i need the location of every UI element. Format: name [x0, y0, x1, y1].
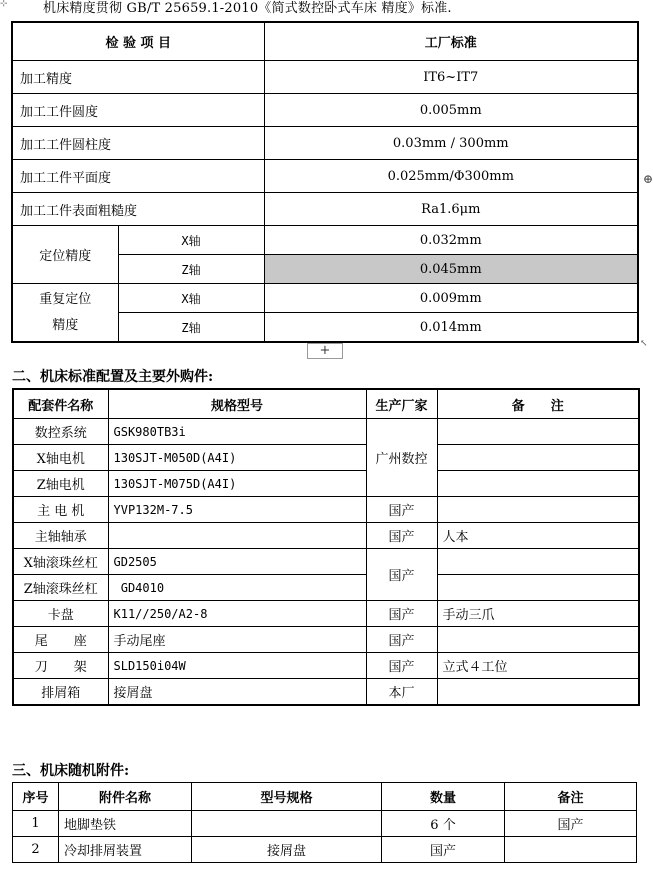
repeat-positioning-label: [12, 284, 118, 343]
standard-cell: IT6~IT7: [264, 61, 638, 94]
header-cell: 生产厂家: [366, 389, 437, 419]
header-cell: 数量: [382, 783, 505, 811]
model-cell: 手动尾座: [108, 627, 366, 653]
table-row: [13, 419, 639, 445]
name-cell: X轴电机: [13, 445, 108, 471]
standard-cell: 0.03mm / 300mm: [264, 127, 638, 160]
table-row: [12, 160, 638, 193]
remark-cell: 人本: [437, 523, 639, 549]
remark-cell: [437, 471, 639, 497]
name-cell: 排屑箱: [13, 679, 108, 706]
selected-cell[interactable]: 0.045mm: [264, 255, 638, 284]
axis-cell: Z轴: [118, 255, 264, 284]
maker-cell: 国产: [366, 523, 437, 549]
label-line: 精度: [52, 317, 79, 333]
table-row: [13, 653, 639, 679]
header-cell: 型号规格: [192, 783, 382, 811]
axis-cell: Z轴: [118, 313, 264, 343]
header-cell: 备 注: [437, 389, 639, 419]
table-row: [13, 811, 637, 837]
maker-cell: 国产: [366, 601, 437, 627]
model-cell: 130SJT-M075D(A4I): [108, 471, 366, 497]
maker-cell: 广州数控: [366, 419, 437, 497]
maker-cell: 本厂: [366, 679, 437, 706]
header-item: 检 验 项 目: [12, 22, 264, 61]
table-row: [13, 601, 639, 627]
header-cell: 备注: [505, 783, 637, 811]
label-line: 重复定位: [39, 291, 92, 307]
item-cell: 加工工件表面粗糙度: [12, 193, 264, 226]
axis-cell: X轴: [118, 284, 264, 313]
resize-arrow-icon[interactable]: ↖: [640, 339, 648, 349]
table-row: [13, 837, 637, 863]
table-row: [13, 523, 639, 549]
no-cell: 1: [13, 811, 59, 837]
remark-cell: [437, 497, 639, 523]
precision-table: [11, 21, 639, 343]
configuration-table: [12, 388, 640, 706]
table-row: [13, 549, 639, 575]
section-title: 三、机床随机附件:: [12, 763, 130, 779]
model-cell: SLD150i04W: [108, 653, 366, 679]
table-header-row: [13, 389, 639, 419]
remark-cell: [437, 679, 639, 706]
maker-cell: 国产: [366, 627, 437, 653]
axis-cell: X轴: [118, 226, 264, 255]
table-row: [13, 445, 639, 471]
name-cell: 尾 座: [13, 627, 108, 653]
table-row: [12, 193, 638, 226]
table-header-row: [13, 783, 637, 811]
model-cell: YVP132M-7.5: [108, 497, 366, 523]
spec-cell: [192, 811, 382, 837]
remark-cell: 立式４工位: [437, 653, 639, 679]
header-standard: 工厂标准: [264, 22, 638, 61]
model-cell: GD2505: [108, 549, 366, 575]
model-cell: 接屑盘: [108, 679, 366, 706]
header-cell: 序号: [13, 783, 59, 811]
table-row: [13, 497, 639, 523]
name-cell: Z轴滚珠丝杠: [13, 575, 108, 601]
standard-cell: 0.025mm/Φ300mm: [264, 160, 638, 193]
standard-cell: 0.014mm: [264, 313, 638, 343]
maker-cell: 国产: [366, 653, 437, 679]
item-cell: 加工工件圆度: [12, 94, 264, 127]
maker-cell: 国产: [366, 497, 437, 523]
table-header-row: [12, 22, 638, 61]
remark-cell: [437, 575, 639, 601]
name-cell: 刀 架: [13, 653, 108, 679]
table-move-handle-icon[interactable]: ⊹: [0, 0, 8, 9]
spec-cell: 接屑盘: [192, 837, 382, 863]
accessories-table: [12, 782, 637, 863]
model-cell: [108, 523, 366, 549]
item-cell: 加工工件平面度: [12, 160, 264, 193]
model-cell: K11//250/A2-8: [108, 601, 366, 627]
standard-cell: 0.005mm: [264, 94, 638, 127]
remark-cell: [437, 419, 639, 445]
no-cell: 2: [13, 837, 59, 863]
remark-cell: [437, 445, 639, 471]
header-cell: 配套件名称: [13, 389, 108, 419]
table-row: [13, 471, 639, 497]
section-title: 二、机床标准配置及主要外购件:: [12, 369, 214, 385]
name-cell: 数控系统: [13, 419, 108, 445]
name-cell: 主 电 机: [13, 497, 108, 523]
table-row: [12, 284, 638, 313]
remark-cell: [505, 837, 637, 863]
standard-cell: Ra1.6μm: [264, 193, 638, 226]
standard-cell: 0.009mm: [264, 284, 638, 313]
item-cell: 加工精度: [12, 61, 264, 94]
table-row: [13, 575, 639, 601]
qty-cell: 6 个: [382, 811, 505, 837]
positioning-label: 定位精度: [12, 226, 118, 284]
model-cell: 130SJT-M050D(A4I): [108, 445, 366, 471]
name-cell: 冷却排屑装置: [59, 837, 192, 863]
name-cell: X轴滚珠丝杠: [13, 549, 108, 575]
table-row: [12, 127, 638, 160]
standard-cell: 0.032mm: [264, 226, 638, 255]
name-cell: 地脚垫铁: [59, 811, 192, 837]
add-column-icon[interactable]: ⊕: [643, 172, 653, 186]
remark-cell: 手动三爪: [437, 601, 639, 627]
model-cell: GD4010: [108, 575, 366, 601]
name-cell: Z轴电机: [13, 471, 108, 497]
header-cell: 规格型号: [108, 389, 366, 419]
remark-cell: [437, 549, 639, 575]
table-row: [13, 679, 639, 706]
table-row: [12, 94, 638, 127]
table-row: [13, 627, 639, 653]
remark-cell: [437, 627, 639, 653]
remark-cell: 国产: [505, 811, 637, 837]
name-cell: 主轴轴承: [13, 523, 108, 549]
header-cell: 附件名称: [59, 783, 192, 811]
qty-cell: 国产: [382, 837, 505, 863]
intro-line: 机床精度贯彻 GB/T 25659.1-2010《简式数控卧式车床 精度》标准.: [43, 1, 452, 16]
maker-cell: 国产: [366, 549, 437, 601]
item-cell: 加工工件圆柱度: [12, 127, 264, 160]
table-row: [12, 61, 638, 94]
name-cell: 卡盘: [13, 601, 108, 627]
add-row-button[interactable]: +: [307, 343, 343, 359]
model-cell: GSK980TB3i: [108, 419, 366, 445]
table-row: [12, 226, 638, 255]
